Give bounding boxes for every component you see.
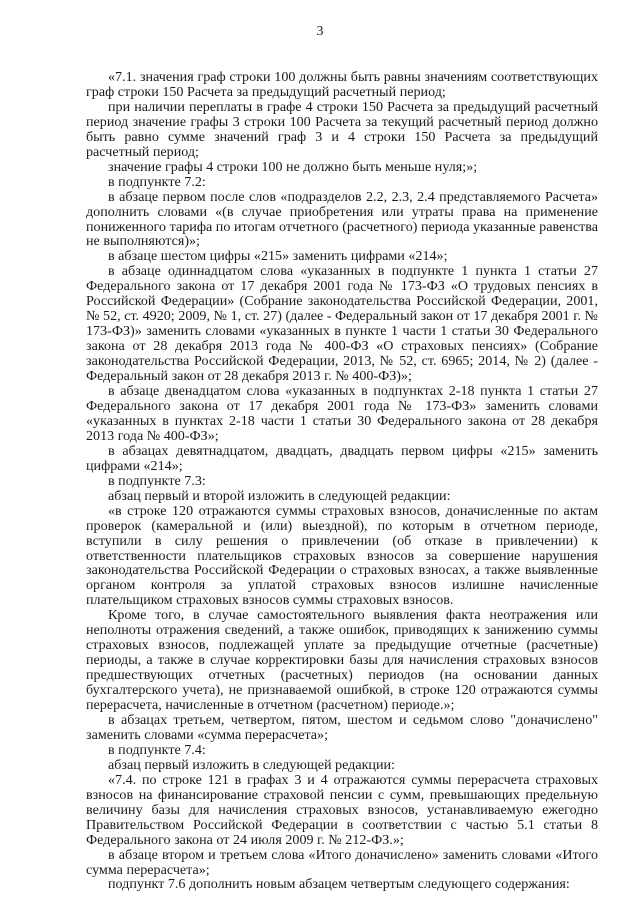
paragraph: в абзацах девятнадцатом, двадцать, двадцать первом цифры «215» заменить цифрами «214»;: [86, 442, 598, 474]
paragraph: Кроме того, в случае самостоятельного выявления факта неотражения или неполноты отражения сведений, а также ошибок, приводящих к занижению суммы страховых взносов, подлежащей уплате за предыдущие отчетные (расчетные) периоды, а также в случае корректировки базы для начисления страховых взносов предшествующих отчетных (расчетных) периодов (на основании данных бухгалтерского учета), не признаваемой ошибкой, в строке 120 отражаются суммы перерасчета, начисленные в отчетном (расчетном) периоде.»;: [86, 607, 598, 714]
paragraph: «7.1. значения граф строки 100 должны быть равны значениям соответствующих граф строки 150 Расчета за предыдущий расчетный период;: [86, 69, 598, 100]
paragraph: значение графы 4 строки 100 не должно быть меньше нуля;»;: [108, 158, 478, 175]
paragraph: в абзаце двенадцатом слова «указанных в подпунктах 2-18 пункта 1 статьи 27 Федерального закона от 17 декабря 2001 года № 173-ФЗ» заменить словами «указанных в пунктах 2-18 части 1 статьи 30 Федерального закона от 28 декабря 2013 года № 400-ФЗ»;: [86, 383, 598, 444]
paragraph: в абзаце шестом цифры «215» заменить цифрами «214»;: [108, 248, 448, 265]
paragraph: в подпункте 7.4:: [108, 741, 206, 758]
paragraph: в абзаце втором и третьем слова «Итого доначислено» заменить словами «Итого сумма перерасчета»;: [86, 846, 598, 878]
document-body: [86, 70, 598, 892]
paragraph: в абзацах третьем, четвертом, пятом, шестом и седьмом слово "доначислено" заменить словами «сумма перерасчета»;: [86, 711, 598, 743]
paragraph: «7.4. по строке 121 в графах 3 и 4 отражаются суммы перерасчета страховых взносов на финансирование страховой пенсии с сумм, превышающих предельную величину базы для начисления страховых взносов, устанавливаемую ежегодно Правительством Российской Федерации в соответствии с частью 5.1 статьи 8 Федерального закона от 24 июля 2009 г. № 212-ФЗ.»;: [86, 771, 598, 848]
paragraph: в абзаце одиннадцатом слова «указанных в подпункте 1 пункта 1 статьи 27 Федерального закона от 17 декабря 2001 года № 173-ФЗ «О трудовых пенсиях в Российской Федерации» (Собрание законодательства Российской Федерации, 2001, № 52, ст. 4920; 2009, № 1, ст. 27) (далее - Федеральный закон от 17 декабря 2001 г. № 173-ФЗ)» заменить словами «указанных в пункте 1 части 1 статьи 30 Федерального закона от 28 декабря 2013 года № 400-ФЗ «О страховых пенсиях» (Собрание законодательства Российской Федерации, 2013, № 52, ст. 6965; 2014, № 2) (далее - Федеральный закон от 28 декабря 2013 г. № 400-ФЗ)»;: [86, 263, 598, 385]
paragraph: в абзаце первом после слов «подразделов 2.2, 2.3, 2.4 представляемого Расчета» дополнить словами «(в случае приобретения или утраты права на применение пониженного тарифа по итогам отчетного (расчетного) периода указанные равенства не выполняются)»;: [86, 188, 598, 250]
paragraph: подпункт 7.6 дополнить новым абзацем четвертым следующего содержания:: [108, 876, 570, 893]
paragraph: в подпункте 7.2:: [108, 173, 206, 190]
page-number: 3: [316, 24, 324, 39]
paragraph: абзац первый и второй изложить в следующей редакции:: [108, 487, 451, 504]
paragraph: «в строке 120 отражаются суммы страховых взносов, доначисленные по актам проверок (камеральной и (или) выездной), по которым в отчетном периоде, вступили в силу решения о привлечении (об отказе в привлечении) к ответственности плательщиков страховых взносов за совершение нарушения законодательства Российской Федерации о страховых взносах, а также выявленные органом контроля за уплатой страховых взносов излишне начисленные плательщиком страховых взносов суммы страховых взносов.: [86, 502, 598, 609]
paragraph: абзац первый изложить в следующей редакции:: [108, 756, 395, 773]
paragraph: в подпункте 7.3:: [108, 472, 206, 489]
paragraph: при наличии переплаты в графе 4 строки 150 Расчета за предыдущий расчетный период значение графы 3 строки 100 Расчета за текущий расчетный период должно быть равно сумме значений граф 3 и 4 строки 150 Расчета за предыдущий расчетный период;: [86, 98, 598, 160]
